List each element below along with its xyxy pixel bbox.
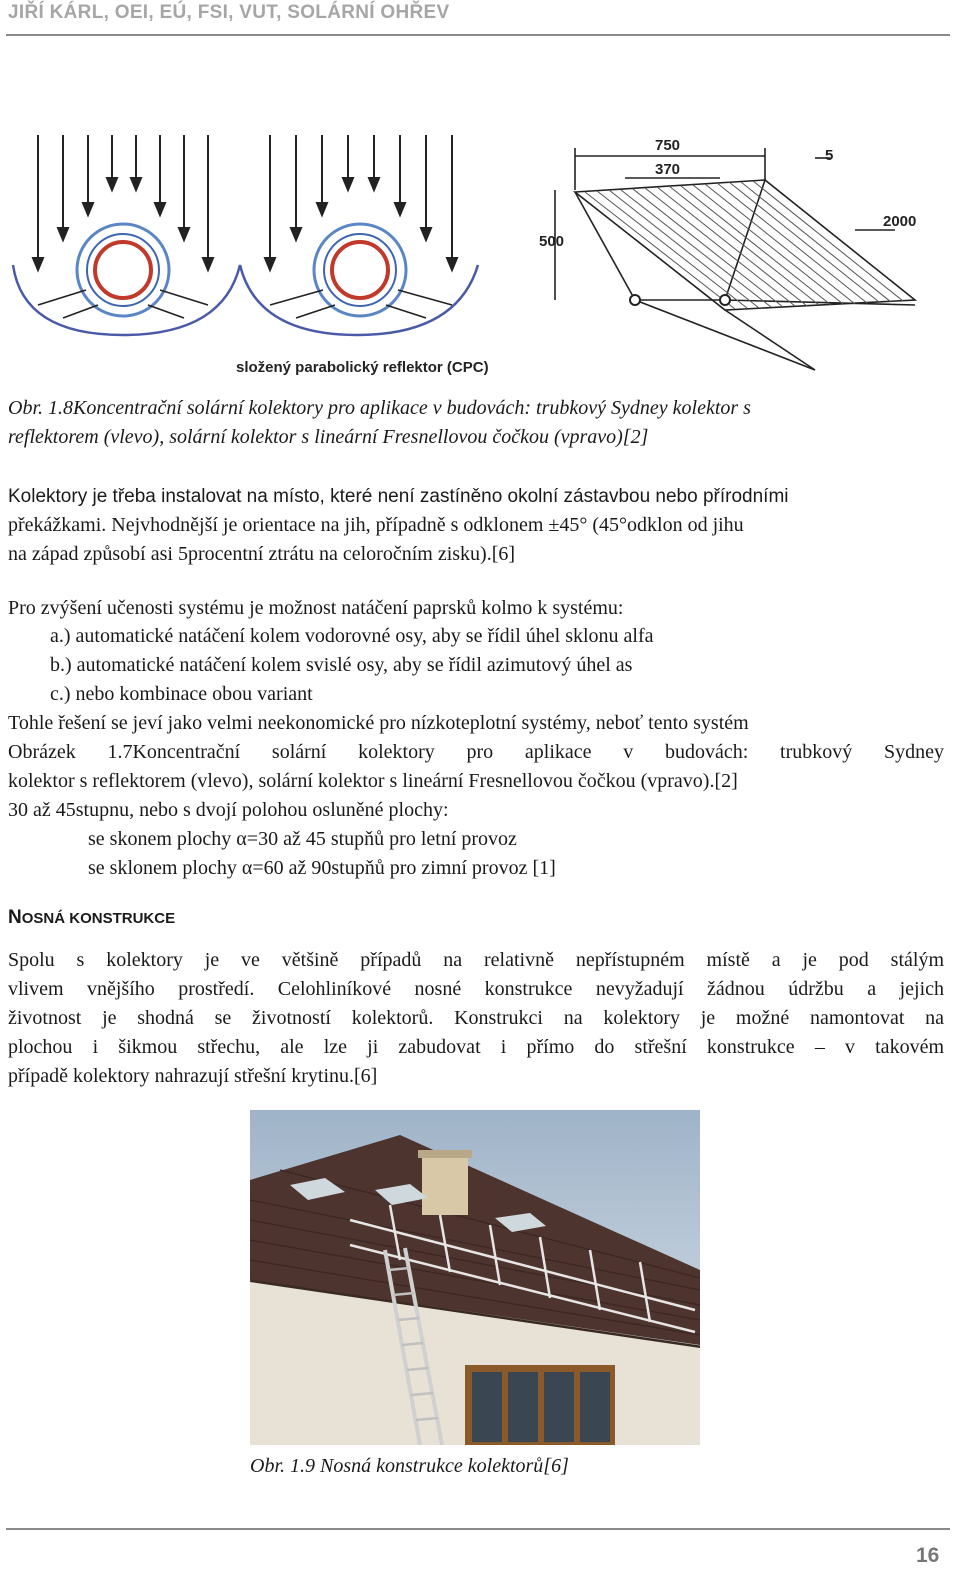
- page-number: 16: [916, 1544, 940, 1567]
- cpc-reflector-diagram: [8, 120, 508, 390]
- list-item: c.) nebo kombinace obou variant: [50, 683, 313, 705]
- running-header: JIŘÍ KÁRL, OEI, EÚ, FSI, VUT, SOLÁRNÍ OHŘEV: [8, 2, 450, 23]
- figure-1-9-caption: Obr. 1.9 Nosná konstrukce kolektorů[6]: [250, 1455, 569, 1477]
- cpc-label: složený parabolický reflektor (CPC): [236, 359, 489, 376]
- footer-rule: [6, 1528, 950, 1530]
- figure-1-8-caption: Obr. 1.8Koncentrační solární kolektory pro aplikace v budovách: trubkový Sydney kolektor s reflektorem (vlevo), solární kolektor s lineární Fresnellovou čočkou (vpravo)[2]: [8, 397, 751, 448]
- paragraph-orientation-line2: překážkami. Nejvhodnější je orientace na jih, případně s odklonem ±45° (45°odklon od jihu: [8, 514, 744, 536]
- economics-line3: 30 až 45stupnu, nebo s dvojí polohou osluněné plochy:: [8, 799, 449, 821]
- roof-mounting-photo: [250, 1110, 700, 1445]
- header-rule: [6, 34, 950, 36]
- dim-500: 500: [539, 233, 565, 250]
- list-item: a.) automatické natáčení kolem vodorovné osy, aby se řídil úhel sklonu alfa: [50, 625, 654, 647]
- dim-370: 370: [655, 161, 681, 178]
- fresnel-collector-drawing: [525, 120, 950, 390]
- economics-line1: Tohle řešení se jeví jako velmi neekonomické pro nízkoteplotní systémy, neboť tento systém: [8, 712, 749, 734]
- dim-750: 750: [655, 137, 681, 154]
- dim-5: 5: [825, 147, 834, 164]
- structure-paragraph: Spolu s kolektory je ve většině případů na relativně nepřístupném místě a je pod stálým vlivem vnějšího prostředí. Celohliníkové nosné konstrukce nevyžadují žádnou údržbu a jejich životnost je shodná se životností kolektorů. Konstrukci na kolektory je možné namontovat na plochou i šikmou střechu, ale lze ji zabudovat i přímo do střešní konstrukce – v takovém případě kolektory nahrazují střešní krytinu.[6]: [8, 949, 944, 1087]
- dim-2000: 2000: [883, 213, 917, 230]
- list-item: b.) automatické natáčení kolem svislé osy, aby se řídil azimutový úhel as: [50, 654, 633, 676]
- overlay-caption-line2: kolektor s reflektorem (vlevo), solární kolektor s lineární Fresnellovou čočkou (vpravo).[2]: [8, 770, 738, 792]
- section-heading: NOSNÁ KONSTRUKCE: [8, 907, 176, 928]
- winter-tilt: se sklonem plochy α=60 až 90stupňů pro zimní provoz [1]: [88, 857, 556, 879]
- summer-tilt: se skonem plochy α=30 až 45 stupňů pro letní provoz: [88, 828, 517, 850]
- tracking-intro: Pro zvýšení učenosti systému je možnost natáčení paprsků kolmo k systému:: [8, 597, 624, 619]
- paragraph-orientation-line3: na západ způsobí asi 5procentní ztrátu na celoročním zisku).[6]: [8, 543, 516, 565]
- overlay-caption-line1: Obrázek 1.7Koncentrační solární kolektory pro aplikace v budovách: trubkový Sydney: [8, 741, 944, 763]
- paragraph-orientation: Kolektory je třeba instalovat na místo, které není zastíněno okolní zástavbou nebo přírodními: [8, 486, 789, 507]
